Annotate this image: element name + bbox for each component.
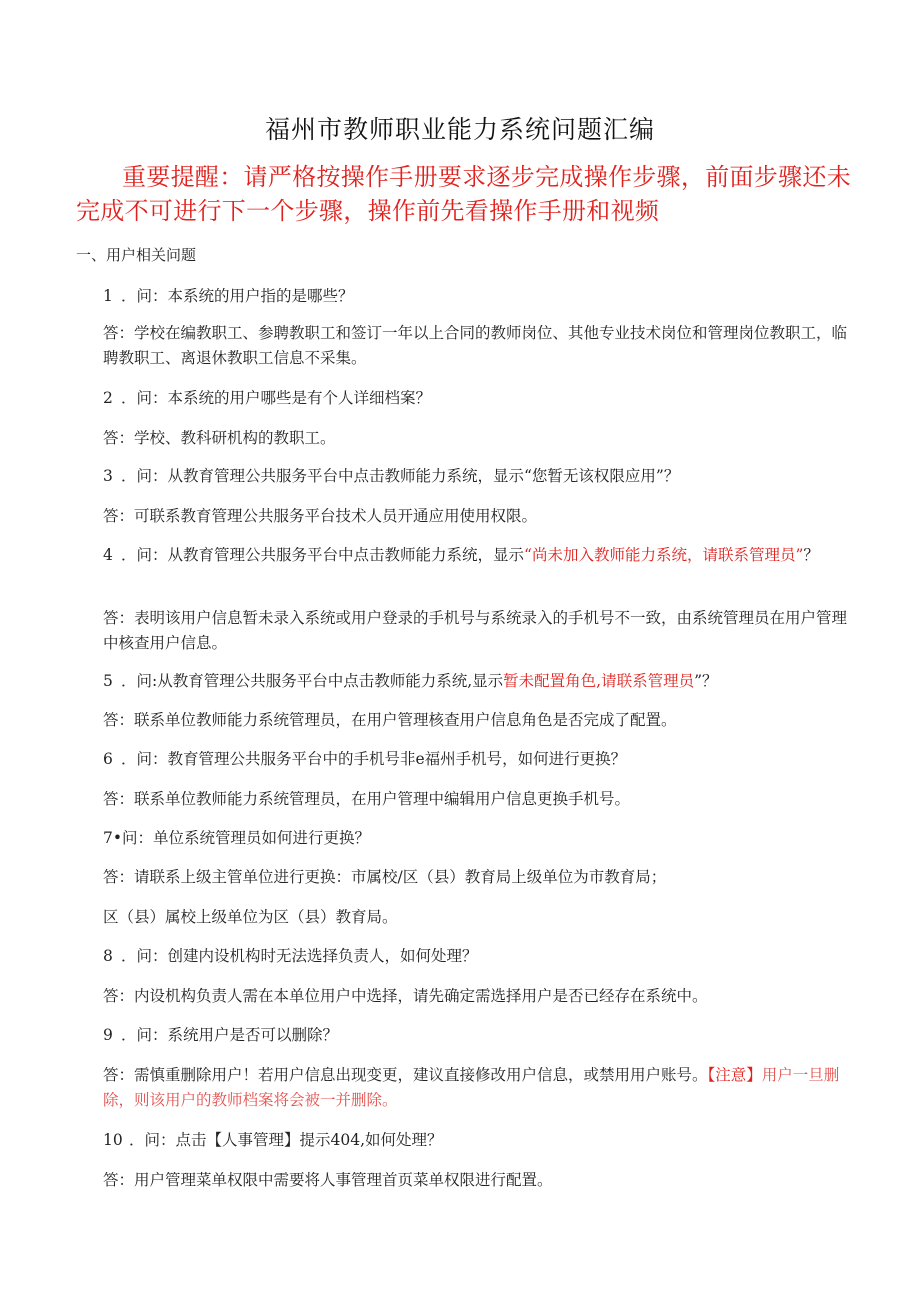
question-text: ．问：系统用户是否可以删除？ bbox=[121, 1026, 339, 1044]
question-1 bbox=[103, 284, 855, 309]
section-heading-user: 一、用户相关问题 bbox=[76, 246, 197, 264]
question-text: ．问：本系统的用户哪些是有个人详细档案？ bbox=[121, 389, 432, 407]
question-number: 10 bbox=[103, 1131, 123, 1149]
answer-5: 答：联系单位教师能力系统管理员，在用户管理核查用户信息角色是否完成了配置。 bbox=[103, 711, 677, 729]
answer-8: 答：内设机构负责人需在本单位用户中选择，请先确定需选择用户是否已经存在系统中。 bbox=[103, 987, 708, 1005]
answer-text: 答：需慎重删除用户！若用户信息出现变更，建议直接修改用户信息，或禁用用户账号。 bbox=[103, 1066, 708, 1084]
question-6 bbox=[103, 747, 855, 772]
question-3 bbox=[103, 464, 855, 489]
question-5 bbox=[103, 669, 855, 694]
question-9 bbox=[103, 1023, 855, 1048]
answer-2: 答：学校、教科研机构的教职工。 bbox=[103, 429, 336, 447]
question-text: ．问：点击【人事管理】提示404,如何处理？ bbox=[129, 1131, 443, 1149]
question-number: 9 bbox=[103, 1026, 113, 1044]
important-reminder: 重要提醒：请严格按操作手册要求逐步完成操作步骤，前面步骤还未完成不可进行下一个步骤，操作前先看操作手册和视频 bbox=[76, 163, 851, 225]
question-text-end: ？ bbox=[803, 546, 819, 564]
question-number: 1 bbox=[103, 287, 113, 305]
answer-9 bbox=[103, 1063, 855, 1113]
question-highlight: “尚未加入教师能力系统，请联系管理员” bbox=[524, 546, 804, 564]
question-text: ．问：本系统的用户指的是哪些？ bbox=[121, 287, 354, 305]
answer-7-continued: 区（县）属校上级单位为区（县）教育局。 bbox=[103, 908, 398, 926]
answer-7: 答：请联系上级主管单位进行更换：市属校/区（县）教育局上级单位为市教育局； bbox=[103, 868, 667, 886]
notice-text: 用户一旦删除，则该用户的教师档案将会被一并删除。 bbox=[103, 1066, 840, 1109]
question-7 bbox=[103, 826, 855, 851]
question-10 bbox=[103, 1128, 855, 1153]
question-text: ．问：教育管理公共服务平台中的手机号非e福州手机号，如何进行更换？ bbox=[121, 750, 627, 768]
document-title: 福州市教师职业能力系统问题汇编 bbox=[264, 115, 655, 144]
answer-4: 答：表明该用户信息暂未录入系统或用户登录的手机号与系统录入的手机号不一致，由系统管理员在用户管理中核查用户信息。 bbox=[103, 609, 848, 652]
answer-1: 答：学校在编教职工、参聘教职工和签订一年以上合同的教师岗位、其他专业技术岗位和管理岗位教职工，临聘教职工、离退休教职工信息不采集。 bbox=[103, 324, 848, 367]
answer-6: 答：联系单位教师能力系统管理员，在用户管理中编辑用户信息更换手机号。 bbox=[103, 790, 631, 808]
question-text: ．问：从教育管理公共服务平台中点击教师能力系统，显示 bbox=[121, 546, 525, 564]
question-number: 3 bbox=[103, 467, 113, 485]
answer-10: 答：用户管理菜单权限中需要将人事管理首页菜单权限进行配置。 bbox=[103, 1171, 553, 1189]
question-text: 问：单位系统管理员如何进行更换？ bbox=[122, 829, 371, 847]
question-4 bbox=[103, 543, 855, 568]
question-number: 6 bbox=[103, 750, 113, 768]
question-text: ．问:从教育管理公共服务平台中点击教师能力系统,显示 bbox=[121, 672, 504, 690]
question-highlight: 暂未配置角色,请联系管理员 bbox=[503, 672, 695, 690]
question-number: 4 bbox=[103, 546, 113, 564]
question-text: ．问：创建内设机构时无法选择负责人，如何处理？ bbox=[121, 947, 478, 965]
question-8 bbox=[103, 944, 855, 969]
question-number: 5 bbox=[103, 672, 113, 690]
question-number: 7• bbox=[103, 829, 123, 847]
answer-3: 答：可联系教育管理公共服务平台技术人员开通应用使用权限。 bbox=[103, 507, 538, 525]
question-number: 8 bbox=[103, 947, 113, 965]
question-number: 2 bbox=[103, 389, 113, 407]
notice-label: 【注意】 bbox=[707, 1066, 762, 1084]
question-2 bbox=[103, 386, 855, 411]
question-text: ．问：从教育管理公共服务平台中点击教师能力系统，显示“您暂无该权限应用”？ bbox=[121, 467, 680, 485]
question-text-end: ”？ bbox=[694, 672, 718, 690]
